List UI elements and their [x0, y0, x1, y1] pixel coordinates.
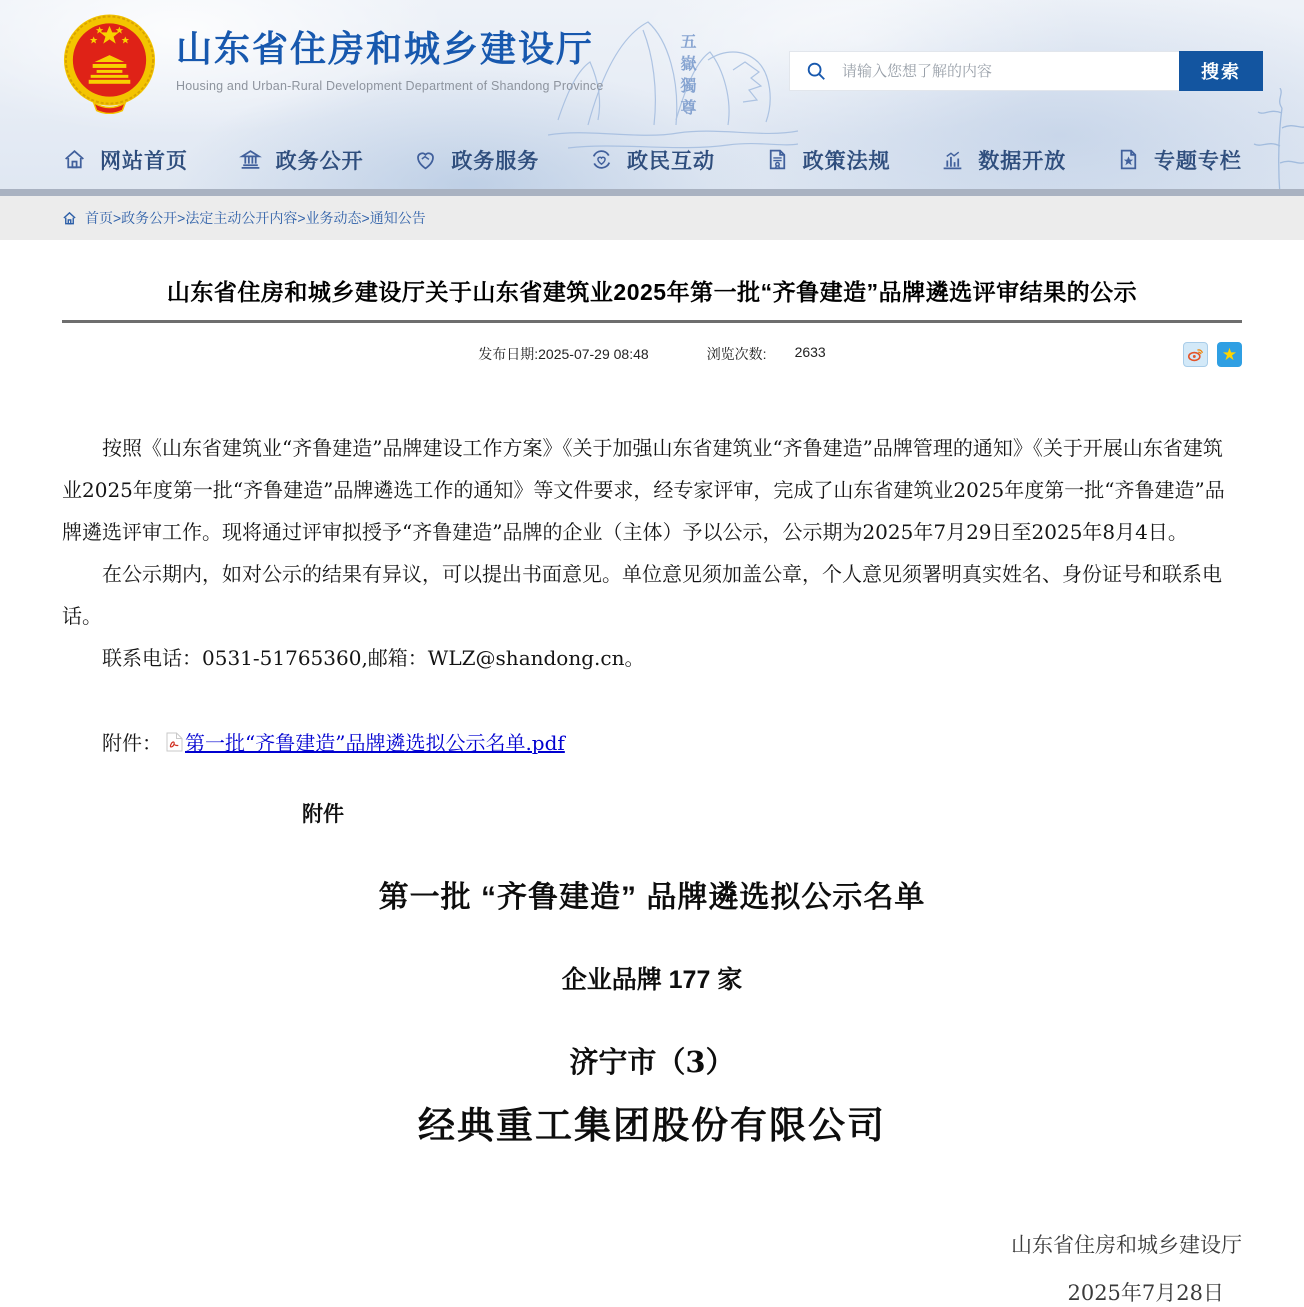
- nav-item-data[interactable]: 数据开放: [940, 145, 1066, 175]
- bar-chart-icon: [940, 147, 965, 172]
- article-body: [62, 427, 1242, 679]
- handshake-heart-icon: [413, 147, 438, 172]
- article-title: 山东省住房和城乡建设厅关于山东省建筑业2025年第一批“齐鲁建造”品牌遴选评审结果的公示: [166, 279, 1138, 305]
- doc-company-name: 经典重工集团股份有限公司: [418, 1103, 886, 1147]
- policy-document-icon: [765, 147, 790, 172]
- search-button[interactable]: 搜索: [1179, 51, 1263, 91]
- article-container: [0, 274, 1304, 1307]
- nav-item-policy[interactable]: 政策法规: [765, 145, 891, 175]
- breadcrumb-home-icon: [62, 211, 77, 226]
- share-qzone-icon[interactable]: ★: [1217, 342, 1242, 367]
- doc-sign-date: 2025年7月28日: [1067, 1281, 1224, 1305]
- doc-signature: [62, 1229, 1242, 1307]
- search-bar: [789, 51, 1263, 91]
- site-title: 山东省住房和城乡建设厅: [176, 28, 595, 69]
- seal-inscription: 五嶽獨尊: [678, 33, 697, 121]
- doc-title: 第一批 “齐鲁建造” 品牌遴选拟公示名单: [378, 881, 926, 914]
- attachment-label: 附件：: [102, 731, 162, 755]
- paragraph-contact: 联系电话：0531-51765360,邮箱：WLZ@shandong.cn。: [102, 646, 645, 670]
- header-logo[interactable]: [60, 11, 604, 114]
- attachment-link[interactable]: 第一批“齐鲁建造”品牌遴选拟公示名单.pdf: [185, 731, 565, 755]
- document-preview: [62, 798, 1242, 1307]
- doc-sign-org: 山东省住房和城乡建设厅: [1011, 1233, 1242, 1257]
- nav-item-special[interactable]: 专题专栏: [1116, 145, 1242, 175]
- paragraph: 在公示期内，如对公示的结果有异议，可以提出书面意见。单位意见须加盖公章，个人意见须署明真实姓名、身份证号和联系电话。: [62, 562, 1222, 628]
- article-meta: [62, 341, 1242, 367]
- site-title-english: Housing and Urban-Rural Development Department of Shandong Province: [176, 79, 604, 94]
- breadcrumb-path[interactable]: 首页>政务公开>法定主动公开内容>业务动态>通知公告: [85, 210, 426, 226]
- share-buttons: [1183, 342, 1242, 367]
- views-count: 2633: [794, 344, 826, 360]
- search-icon: [805, 60, 827, 82]
- nav-divider: [0, 189, 1304, 196]
- publish-date: 发布日期:2025-07-29 08:48: [478, 346, 649, 362]
- gov-building-icon: [238, 147, 263, 172]
- search-input[interactable]: [840, 52, 1179, 90]
- main-navigation: [0, 130, 1304, 189]
- doc-city-heading: 济宁市（3）: [569, 1045, 735, 1079]
- site-header: [0, 0, 1304, 196]
- share-weibo-icon[interactable]: [1183, 342, 1208, 367]
- attachment-row: [62, 727, 1242, 756]
- national-emblem-icon: [60, 11, 159, 114]
- title-divider: [62, 320, 1242, 323]
- doc-annex-label: 附件: [302, 803, 344, 826]
- paragraph: 按照《山东省建筑业“齐鲁建造”品牌建设工作方案》《关于加强山东省建筑业“齐鲁建造”品牌管理的通知》《关于开展山东省建筑业2025年度第一批“齐鲁建造”品牌遴选工作的通知》等文件要求，经专家评审，完成了山东省建筑业2025年度第一批“齐鲁建造”品牌遴选评审工作。现将通过评审拟授予“齐鲁建造”品牌的企业（主体）予以公示，公示期为2025年7月29日至2025年8月4日。: [62, 436, 1225, 544]
- interaction-heart-icon: [589, 147, 614, 172]
- nav-item-gov-open[interactable]: 政务公开: [238, 145, 364, 175]
- nav-item-gov-service[interactable]: 政务服务: [413, 145, 539, 175]
- home-icon: [62, 147, 87, 172]
- star-document-icon: [1116, 147, 1141, 172]
- doc-subtitle: 企业品牌 177 家: [561, 966, 743, 994]
- nav-item-home[interactable]: 网站首页: [62, 145, 188, 175]
- views-label: 浏览次数:: [706, 346, 767, 362]
- pdf-file-icon: [166, 732, 183, 752]
- breadcrumb: [0, 196, 1304, 240]
- nav-item-interaction[interactable]: 政民互动: [589, 145, 715, 175]
